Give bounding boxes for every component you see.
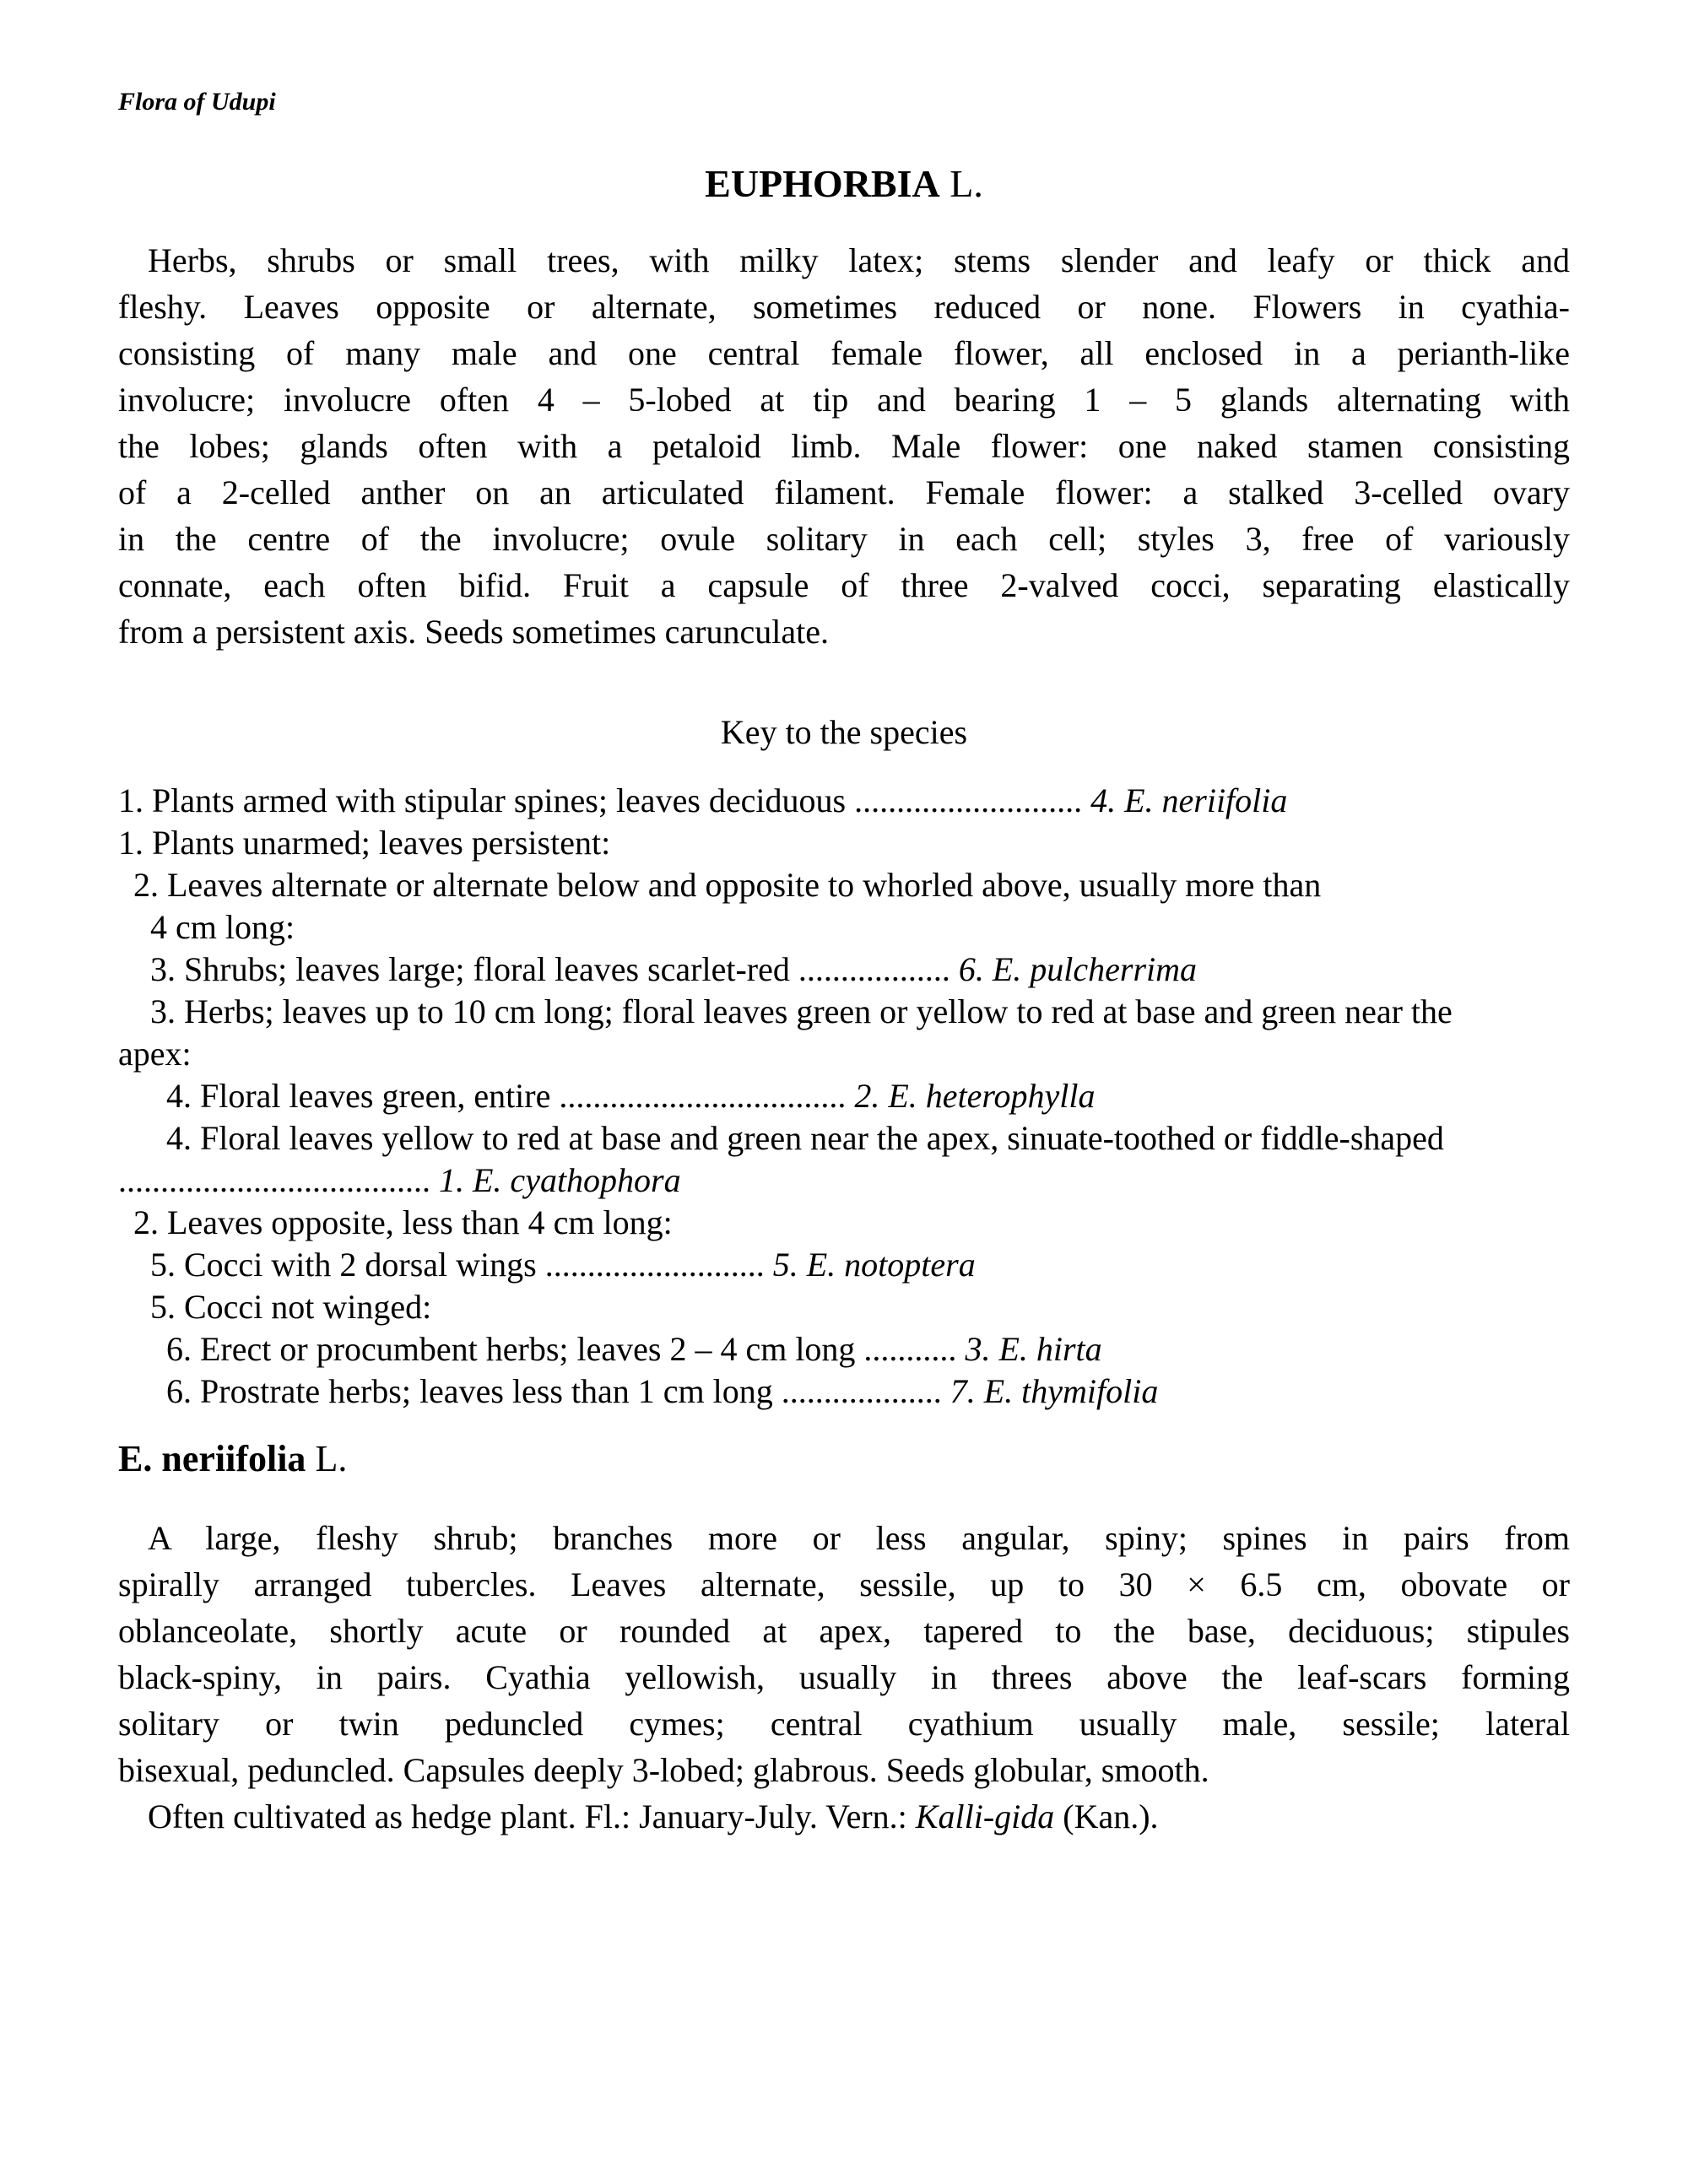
key-line [118,864,1604,906]
species-name-italic: 3. E. hirta [965,1330,1102,1368]
key-line [118,1202,1604,1244]
text-segment: 3. Herbs; leaves up to 10 cm long; floral leaves green or yellow to red at base and green near the [150,992,1453,1030]
text-segment: 6. Erect or procumbent herbs; leaves 2 – 4 cm long ........... [166,1330,966,1368]
key-line [118,1075,1604,1117]
genus-title-name: EUPHORBIA [705,162,940,205]
paragraph-line: fleshy. Leaves opposite or alternate, sometimes reduced or none. Flowers in cyathia- [118,288,1570,326]
key-list [118,780,1604,1413]
text-segment: 3. Shrubs; leaves large; floral leaves scarlet-red .................. [150,950,959,988]
text-segment: 4 cm long: [150,908,295,946]
key-line [118,949,1604,991]
paragraph-line: involucre; involucre often 4 – 5-lobed at tip and bearing 1 – 5 glands alternating with [118,381,1570,419]
key-line [118,991,1604,1033]
text-segment: 6. Prostrate herbs; leaves less than 1 cm long ................... [166,1372,950,1410]
species-name-italic: 4. E. neriifolia [1090,781,1288,819]
paragraph-line: connate, each often bifid. Fruit a capsule of three 2-valved cocci, separating elastically [118,566,1570,604]
paragraph-line: bisexual, peduncled. Capsules deeply 3-lobed; glabrous. Seeds globular, smooth. [118,1751,1209,1789]
species-heading-name: E. neriifolia [118,1438,306,1479]
paragraph-line: oblanceolate, shortly acute or rounded at apex, tapered to the base, deciduous; stipules [118,1612,1570,1650]
paragraph-line: solitary or twin peduncled cymes; central cyathium usually male, sessile; lateral [118,1705,1570,1743]
key-line [118,1286,1604,1328]
paragraph-line: of a 2-celled anther on an articulated filament. Female flower: a stalked 3-celled ovary [118,473,1570,511]
key-line [118,822,1604,864]
genus-description-paragraph [118,237,1570,655]
species-heading-author: L. [306,1438,348,1479]
text-segment: ..................................... [118,1161,439,1199]
species-name-italic: 6. E. pulcherrima [958,950,1198,988]
species-name-italic: 7. E. thymifolia [950,1372,1159,1410]
paragraph-line: consisting of many male and one central female flower, all enclosed in a perianth-like [118,334,1570,372]
species-name-italic: Kalli-gida [915,1797,1055,1835]
key-line [118,1117,1604,1160]
text-segment: (Kan.). [1054,1797,1159,1835]
text-segment: 5. Cocci with 2 dorsal wings .......................... [150,1246,773,1284]
text-segment: 5. Cocci not winged: [150,1288,432,1326]
running-header: Flora of Udupi [118,88,276,116]
text-segment: Often cultivated as hedge plant. Fl.: January-July. Vern.: [148,1797,916,1835]
species-description-paragraph [118,1515,1570,1840]
paragraph-line: in the centre of the involucre; ovule solitary in each cell; styles 3, free of variously [118,520,1570,558]
text-segment: 4. Floral leaves yellow to red at base and green near the apex, sinuate-toothed or fiddle-shaped [166,1119,1444,1157]
paragraph-line: black-spiny, in pairs. Cyathia yellowish, usually in threes above the leaf-scars forming [118,1658,1570,1696]
key-line [118,780,1604,822]
text-segment: apex: [118,1035,192,1073]
paragraph-line: Herbs, shrubs or small trees, with milky latex; stems slender and leafy or thick and [148,241,1570,279]
species-name-italic: 5. E. notoptera [772,1246,976,1284]
genus-title [0,162,1688,206]
text-segment: 1. Plants armed with stipular spines; leaves deciduous ........................... [118,781,1091,819]
text-segment: 2. Leaves opposite, less than 4 cm long: [133,1203,673,1241]
key-section-title: Key to the species [720,713,968,751]
key-line [118,1033,1604,1075]
key-line [118,1244,1604,1286]
paragraph-line: from a persistent axis. Seeds sometimes carunculate. [118,613,829,651]
species-heading [118,1437,347,1481]
paragraph-line: the lobes; glands often with a petaloid limb. Male flower: one naked stamen consisting [118,427,1570,465]
text-segment: 2. Leaves alternate or alternate below and opposite to whorled above, usually more than [133,866,1322,904]
key-line [118,1328,1604,1370]
text-segment: 1. Plants unarmed; leaves persistent: [118,824,611,862]
key-line [118,906,1604,949]
species-name-italic: 2. E. heterophylla [854,1077,1096,1115]
genus-title-author: L. [939,162,983,205]
paragraph-line: A large, fleshy shrub; branches more or less angular, spiny; spines in pairs from [148,1519,1570,1557]
species-name-italic: 1. E. cyathophora [439,1161,681,1199]
species-note-line [118,1793,1570,1840]
paragraph-line: spirally arranged tubercles. Leaves alternate, sessile, up to 30 × 6.5 cm, obovate or [118,1565,1570,1603]
key-line [118,1370,1604,1413]
text-segment: 4. Floral leaves green, entire .................................. [166,1077,855,1115]
key-line [118,1160,1604,1202]
